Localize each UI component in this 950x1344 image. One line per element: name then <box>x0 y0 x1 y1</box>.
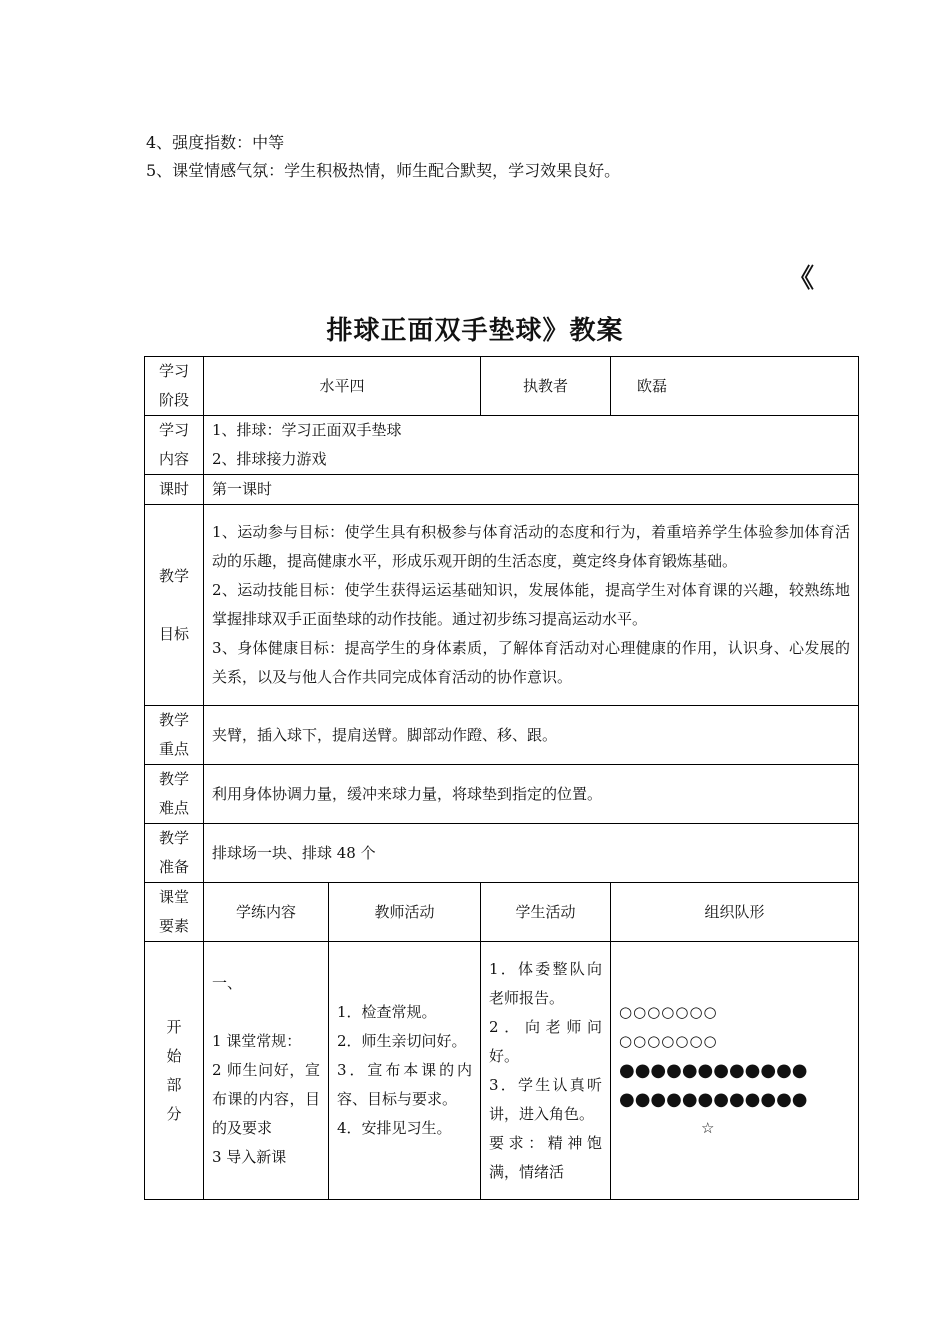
atmosphere-line: 5、课堂情感气氛：学生积极热情，师生配合默契，学习效果良好。 <box>146 161 621 180</box>
key-points-label <box>145 706 204 765</box>
goal-item: 1、运动参与目标：使学生具有积极参与体育活动的态度和行为，着重培养学生体验参加体育活动的乐趣，提高健康水平，形成乐观开朗的生活态度，奠定终身体育锻炼基础。 <box>212 523 851 570</box>
content-label <box>145 416 204 475</box>
formation-row-open: ○○○○○○○ <box>619 1003 718 1021</box>
practice-item: 3 导入新课 <box>212 1148 287 1166</box>
content-item: 2、排球接力游戏 <box>212 450 327 468</box>
elements-header <box>145 883 204 942</box>
start-practice-content <box>204 942 329 1200</box>
student-activity-item: 2．向老师问好。 <box>489 1017 603 1065</box>
row-start-section <box>145 942 859 1200</box>
row-difficulty <box>145 765 859 824</box>
formation-row-open: ○○○○○○○ <box>619 1032 718 1050</box>
practice-header: 学练内容 <box>204 883 329 942</box>
preparation-label-line2: 准备 <box>158 858 189 876</box>
row-goals <box>145 505 859 706</box>
practice-item: 1 课堂常规： <box>212 1032 302 1050</box>
start-label-char: 分 <box>166 1104 182 1123</box>
stage-label <box>145 357 204 416</box>
practice-item: 2 师生问好，宣布课的内容，目的及要求 <box>212 1061 320 1137</box>
elements-header-line2: 要素 <box>158 917 189 935</box>
content-item: 1、排球：学习正面双手垫球 <box>212 421 402 439</box>
start-section-label <box>145 942 204 1200</box>
teacher-name: 欧磊 <box>611 357 859 416</box>
formation-header: 组织队形 <box>611 883 859 942</box>
content-label-line2: 内容 <box>158 450 189 468</box>
goal-item: 3、身体健康目标：提高学生的身体素质，了解体育活动对心理健康的作用，认识身、心发展的关系，以及与他人合作共同完成体育活动的协作意识。 <box>212 639 851 686</box>
goal-item: 2、运动技能目标：使学生获得运运基础知识，发展体能，提高学生对体育课的兴趣，较熟练地掌握排球双手正面垫球的动作技能。通过初步练习提高运动水平。 <box>212 581 851 628</box>
goals-value <box>204 505 859 706</box>
student-activity-header: 学生活动 <box>481 883 611 942</box>
title-open-bracket: 《 <box>788 264 815 294</box>
student-activity-item: 要求：精神饱满，情绪活 <box>489 1133 603 1181</box>
key-points-label-line1: 教学 <box>158 711 189 729</box>
period-value: 第一课时 <box>204 475 859 505</box>
page-title: 排球正面双手垫球》教案 <box>326 316 624 346</box>
key-points-label-line2: 重点 <box>158 740 189 758</box>
teacher-star-icon: ☆ <box>701 1119 716 1137</box>
formation-row-solid: ●●●●●●●●●●●● <box>619 1060 808 1081</box>
teacher-activity-item: 4．安排见习生。 <box>337 1119 452 1137</box>
stage-label-line2: 阶段 <box>158 391 189 409</box>
goals-label-line2: 目标 <box>158 624 189 643</box>
row-stage <box>145 357 859 416</box>
student-activity-item: 3．学生认真听讲，进入角色。 <box>489 1075 603 1123</box>
preparation-value: 排球场一块、排球 48 个 <box>204 824 859 883</box>
difficulty-label <box>145 765 204 824</box>
key-points-value: 夹臂，插入球下，提肩送臂。脚部动作蹬、移、跟。 <box>204 706 859 765</box>
practice-heading: 一、 <box>212 974 243 992</box>
teacher-activity-header: 教师活动 <box>329 883 481 942</box>
goals-label-line1: 教学 <box>158 566 189 585</box>
teacher-activity-item: 1．检查常规。 <box>337 1003 437 1021</box>
period-label: 课时 <box>145 475 204 505</box>
intensity-line: 4、强度指数：中等 <box>146 133 285 152</box>
row-period <box>145 475 859 505</box>
start-formation <box>611 942 859 1200</box>
teacher-label: 执教者 <box>481 357 611 416</box>
stage-value: 水平四 <box>204 357 481 416</box>
lesson-plan-table <box>144 356 859 1200</box>
formation-row-solid: ●●●●●●●●●●●● <box>619 1089 808 1110</box>
start-label-char: 开 <box>166 1017 182 1036</box>
preparation-label-line1: 教学 <box>158 829 189 847</box>
preparation-label <box>145 824 204 883</box>
stage-label-line1: 学习 <box>158 362 189 380</box>
teacher-activity-item: 2．师生亲切问好。 <box>337 1032 467 1050</box>
goals-label <box>145 505 204 706</box>
row-headers <box>145 883 859 942</box>
student-activity-item: 1．体委整队向老师报告。 <box>489 959 603 1007</box>
content-value <box>204 416 859 475</box>
start-label-char: 部 <box>166 1075 182 1094</box>
difficulty-value: 利用身体协调力量，缓冲来球力量，将球垫到指定的位置。 <box>204 765 859 824</box>
start-teacher-activity <box>329 942 481 1200</box>
start-student-activity <box>481 942 611 1200</box>
row-key-points <box>145 706 859 765</box>
content-label-line1: 学习 <box>158 421 189 439</box>
row-preparation <box>145 824 859 883</box>
difficulty-label-line2: 难点 <box>158 799 189 817</box>
start-label-char: 始 <box>166 1046 182 1065</box>
elements-header-line1: 课堂 <box>158 888 189 906</box>
row-content <box>145 416 859 475</box>
teacher-activity-item: 3．宣布本课的内容、目标与要求。 <box>337 1061 473 1108</box>
difficulty-label-line1: 教学 <box>158 770 189 788</box>
